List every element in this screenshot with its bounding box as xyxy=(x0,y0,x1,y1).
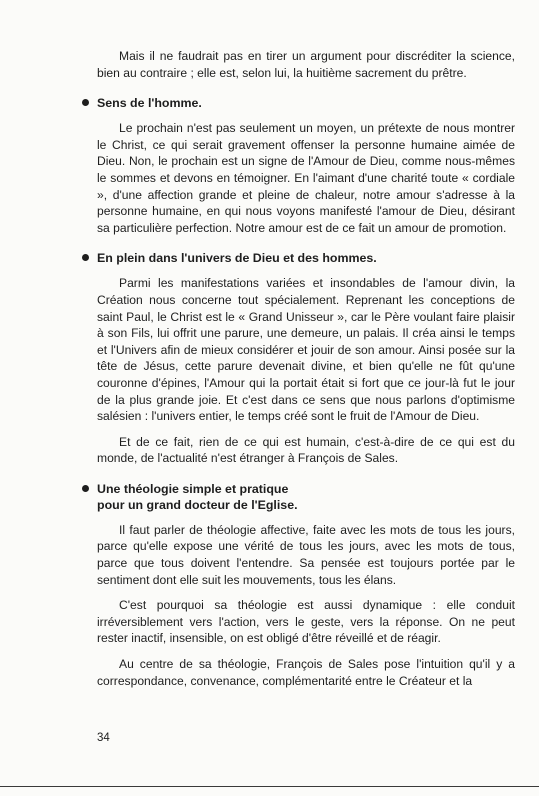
paragraph: Et de ce fait, rien de ce qui est humain, c'est-à-dire de ce qui est du monde, de l'actualité n'est étranger à François de Sales. xyxy=(97,434,515,466)
page-body xyxy=(97,48,515,698)
bullet-icon xyxy=(82,99,89,106)
section-heading xyxy=(82,250,515,266)
paragraph: C'est pourquoi sa théologie est aussi dynamique : elle conduit irréversiblement vers l'action, vers le geste, vers la réponse. On ne peut rester inactif, insensible, on est obligé d'être réveillé et de réagir. xyxy=(97,598,515,646)
section-heading xyxy=(82,481,515,513)
bullet-icon xyxy=(82,485,89,492)
heading-line: En plein dans l'univers de Dieu et des hommes. xyxy=(97,251,377,266)
paragraph: Mais il ne faudrait pas en tirer un argument pour discréditer la science, bien au contraire ; elle est, selon lui, la huitième sacrement du prêtre. xyxy=(97,49,515,80)
bullet-icon xyxy=(82,254,89,261)
paragraph: Le prochain n'est pas seulement un moyen, un prétexte de nous montrer le Christ, ce qui serait gravement offenser la personne humaine aimée de Dieu. Non, le prochain est un signe de l'Amour de Dieu, comme nous-mêmes le sommes et devons en témoigner. En l'aimant d'une charité toute « cordiale », d'une affection grande et pleine de chaleur, notre amour s'adresse à la personne humaine, en qui nous voyons manifesté l'amour de Dieu, désirant sa particulière perfection. Notre amour est de ce fait un amour de promotion. xyxy=(97,121,515,235)
bottom-rule xyxy=(0,786,539,787)
section-sens-homme xyxy=(97,95,515,236)
heading-line: Sens de l'homme. xyxy=(97,96,202,111)
paragraph: Au centre de sa théologie, François de Sales pose l'intuition qu'il y a correspondance, convenance, complémentarité entre le Créateur et la xyxy=(97,657,515,688)
paragraph: Parmi les manifestations variées et insondables de l'amour divin, la Création nous concerne tout spécialement. Reprenant les conceptions de saint Paul, le Christ est le « Grand Unisseur », car le Père voulant faire plaisir à son Fils, lui offrit une parure, une demeure, un palais. Il créa ainsi le temps et l'Univers afin de mieux considérer et jouir de son amour. Ainsi posée sur la tête de Jésus, cette parure devenait divine, et bien qu'elle ne fût qu'une couronne d'épines, l'Amour qui la portait était si fort que ce jour-là fut le jour de la plus grande joie. Et c'est dans ce sens que nous parlons d'optimisme salésien : l'univers entier, le temps créé sont le fruit de l'Amour de Dieu. xyxy=(97,276,515,424)
page-number: 34 xyxy=(97,732,110,744)
section-univers xyxy=(97,250,515,467)
section-heading xyxy=(82,95,515,111)
heading-line: pour un grand docteur de l'Eglise. xyxy=(97,497,298,512)
paragraph: Il faut parler de théologie affective, faite avec les mots de tous les jours, parce qu'elle expose une vérité de tous les jours, avec les mots de tous, parce que tous doivent l'entendre. Sa pensée est toujours portée par le sentiment dont elle suit les mouvements, tous les élans. xyxy=(97,522,515,587)
heading-line: Une théologie simple et pratique xyxy=(97,481,289,496)
section-theologie xyxy=(97,481,515,689)
